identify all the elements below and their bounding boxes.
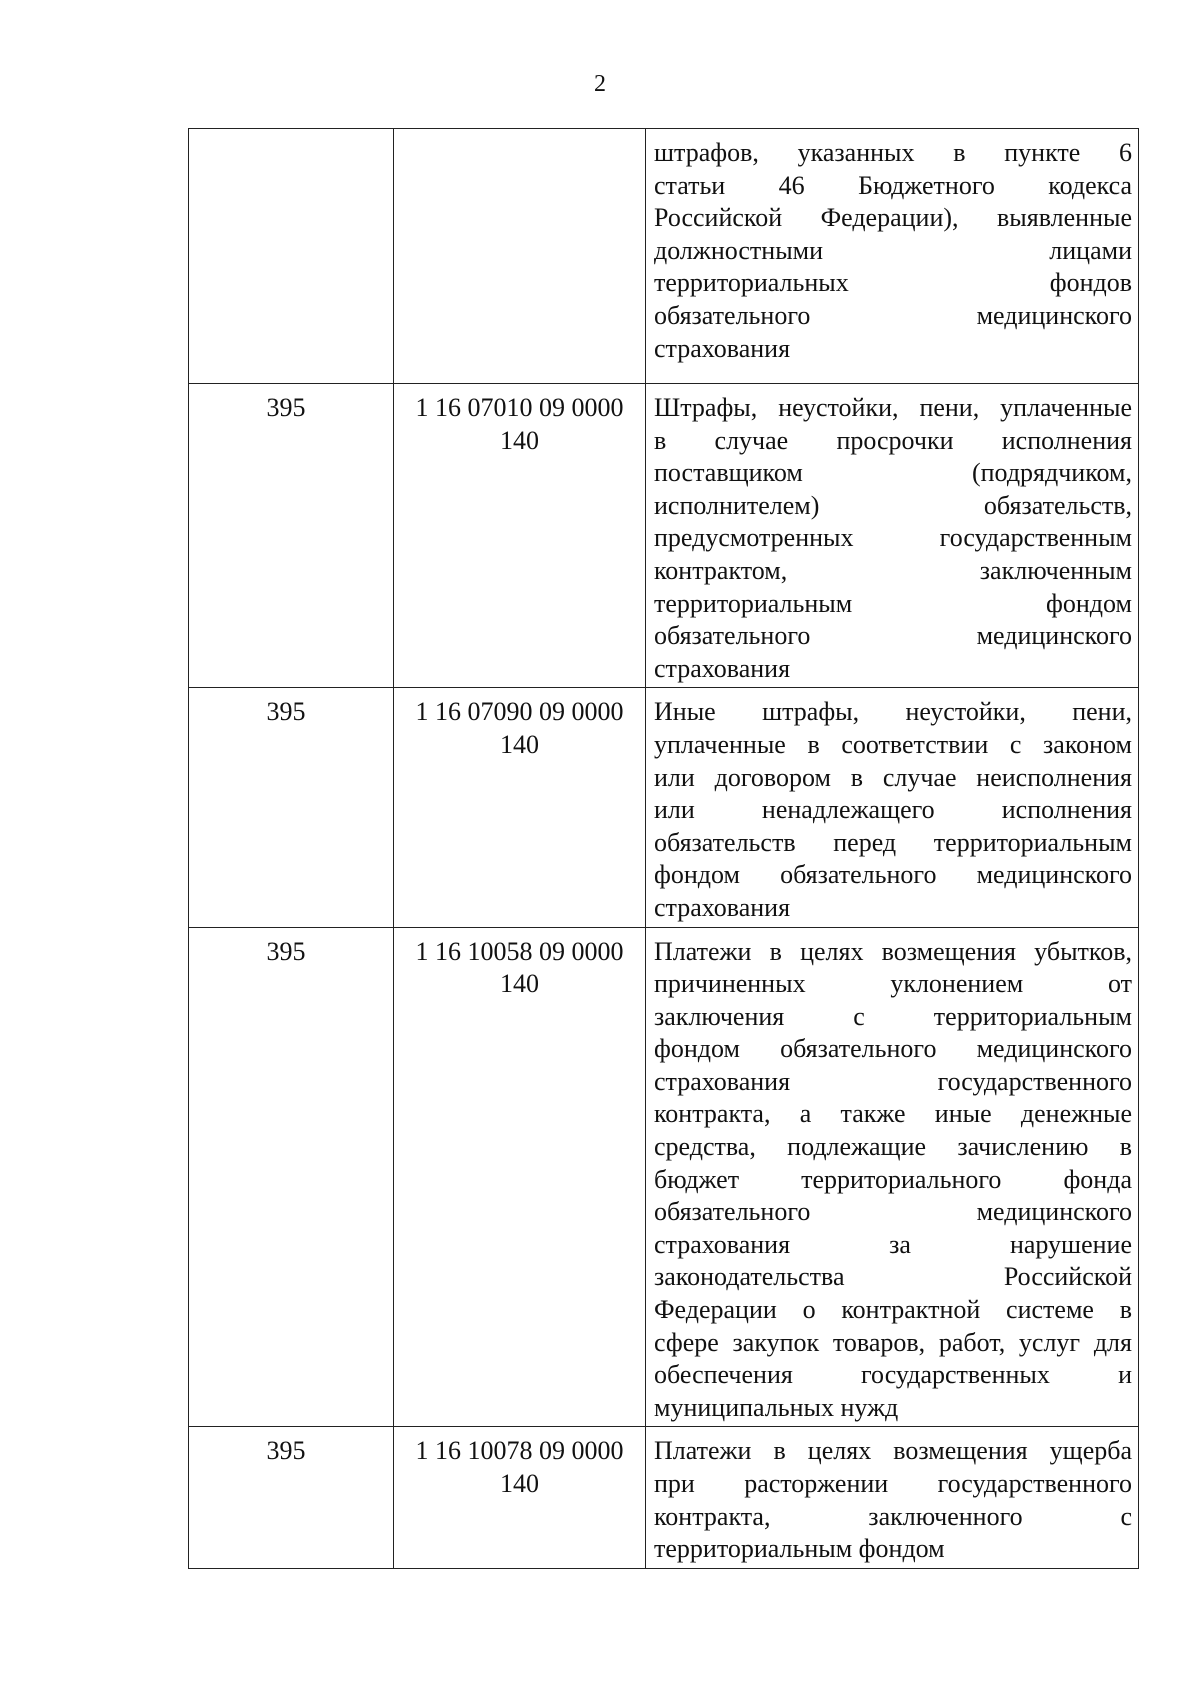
- description-line: причиненных уклонением от: [654, 969, 1132, 999]
- administrator-code-cell: [189, 1427, 394, 1568]
- description-line: Российской Федерации), выявленные: [654, 203, 1132, 233]
- description-line: территориальным фондом: [654, 1534, 945, 1564]
- description-line: в случае просрочки исполнения: [654, 425, 1132, 455]
- description-line: фондом обязательного медицинского: [654, 1034, 1132, 1064]
- revenue-description-cell: [646, 129, 1139, 384]
- budget-code-cell: [394, 927, 646, 1427]
- revenue-description-cell: [646, 1427, 1139, 1568]
- description-line: поставщиком (подрядчиком,: [654, 458, 1132, 488]
- description-line: предусмотренных государственным: [654, 523, 1132, 553]
- description-line: бюджет территориального фонда: [654, 1164, 1132, 1194]
- description-line: контрактом, заключенным: [654, 555, 1132, 585]
- budget-code-line-2: 140: [500, 425, 539, 455]
- description-line: или договором в случае неисполнения: [654, 762, 1132, 792]
- budget-code-line-2: 140: [500, 969, 539, 999]
- description-line: при расторжении государственного: [654, 1469, 1132, 1498]
- description-line: обязательного медицинского: [654, 621, 1132, 651]
- budget-code-line-2: 140: [500, 1469, 539, 1498]
- description-line: обеспечения государственных и: [654, 1360, 1132, 1390]
- description-line: контракта, а также иные денежные: [654, 1099, 1132, 1129]
- description-line: контракта, заключенного с: [654, 1501, 1132, 1531]
- revenue-description-cell: [646, 927, 1139, 1427]
- description-line: страхования: [654, 892, 791, 922]
- administrator-code: 395: [266, 697, 306, 727]
- description-line: должностными лицами: [654, 235, 1132, 265]
- description-line: фондом обязательного медицинского: [654, 860, 1132, 890]
- description-line: статьи 46 Бюджетного кодекса: [654, 170, 1132, 200]
- budget-code-cell: [394, 688, 646, 927]
- description-line: исполнителем) обязательств,: [654, 490, 1132, 520]
- revenue-description-cell: [646, 384, 1139, 688]
- description-line: обязательного медицинского: [654, 1197, 1132, 1227]
- description-line: страхования: [654, 333, 791, 363]
- budget-code-line-2: 140: [500, 729, 539, 759]
- description-line: Иные штрафы, неустойки, пени,: [654, 697, 1132, 727]
- description-line: уплаченные в соответствии с законом: [654, 729, 1132, 759]
- administrator-code-cell: [189, 129, 394, 384]
- description-line: сфере закупок товаров, работ, услуг для: [654, 1327, 1132, 1357]
- description-line: Штрафы, неустойки, пени, уплаченные: [654, 393, 1132, 422]
- revenue-description-cell: [646, 688, 1139, 927]
- budget-code-line-1: 1 16 10058 09 0000: [415, 936, 624, 966]
- budget-code-cell: [394, 1427, 646, 1568]
- description-line: территориальным фондом: [654, 588, 1132, 618]
- description-line: Платежи в целях возмещения убытков,: [654, 936, 1132, 966]
- description-line: или ненадлежащего исполнения: [654, 795, 1132, 825]
- budget-code-line-1: 1 16 07010 09 0000: [415, 393, 624, 422]
- budget-code-cell: [394, 129, 646, 384]
- administrator-code: 395: [266, 393, 306, 422]
- description-line: обязательного медицинского: [654, 300, 1132, 330]
- table-row: [189, 1427, 1139, 1568]
- description-line: Платежи в целях возмещения ущерба: [654, 1436, 1132, 1466]
- description-line: Федерации о контрактной системе в: [654, 1295, 1132, 1325]
- table-row: [189, 129, 1139, 384]
- administrator-code-cell: [189, 688, 394, 927]
- description-line: муниципальных нужд: [654, 1392, 899, 1422]
- administrator-code: 395: [266, 1436, 306, 1466]
- description-line: штрафов, указанных в пункте 6: [654, 138, 1132, 167]
- administrator-code-cell: [189, 384, 394, 688]
- budget-code-line-1: 1 16 07090 09 0000: [415, 697, 624, 727]
- description-line: страхования государственного: [654, 1066, 1132, 1096]
- description-line: страхования: [654, 653, 791, 683]
- description-line: законодательства Российской: [654, 1262, 1132, 1292]
- budget-classification-table: [188, 128, 1139, 1569]
- description-line: территориальных фондов: [654, 268, 1132, 298]
- budget-code-line-1: 1 16 10078 09 0000: [415, 1436, 624, 1466]
- page-number: 2: [594, 71, 606, 97]
- description-line: обязательств перед территориальным: [654, 827, 1132, 857]
- description-line: заключения с территориальным: [654, 1001, 1132, 1031]
- description-line: страхования за нарушение: [654, 1229, 1132, 1259]
- table-row: [189, 688, 1139, 927]
- administrator-code: 395: [266, 936, 306, 966]
- budget-code-cell: [394, 384, 646, 688]
- table-row: [189, 927, 1139, 1427]
- administrator-code-cell: [189, 927, 394, 1427]
- description-line: средства, подлежащие зачислению в: [654, 1132, 1132, 1162]
- table-row: [189, 384, 1139, 688]
